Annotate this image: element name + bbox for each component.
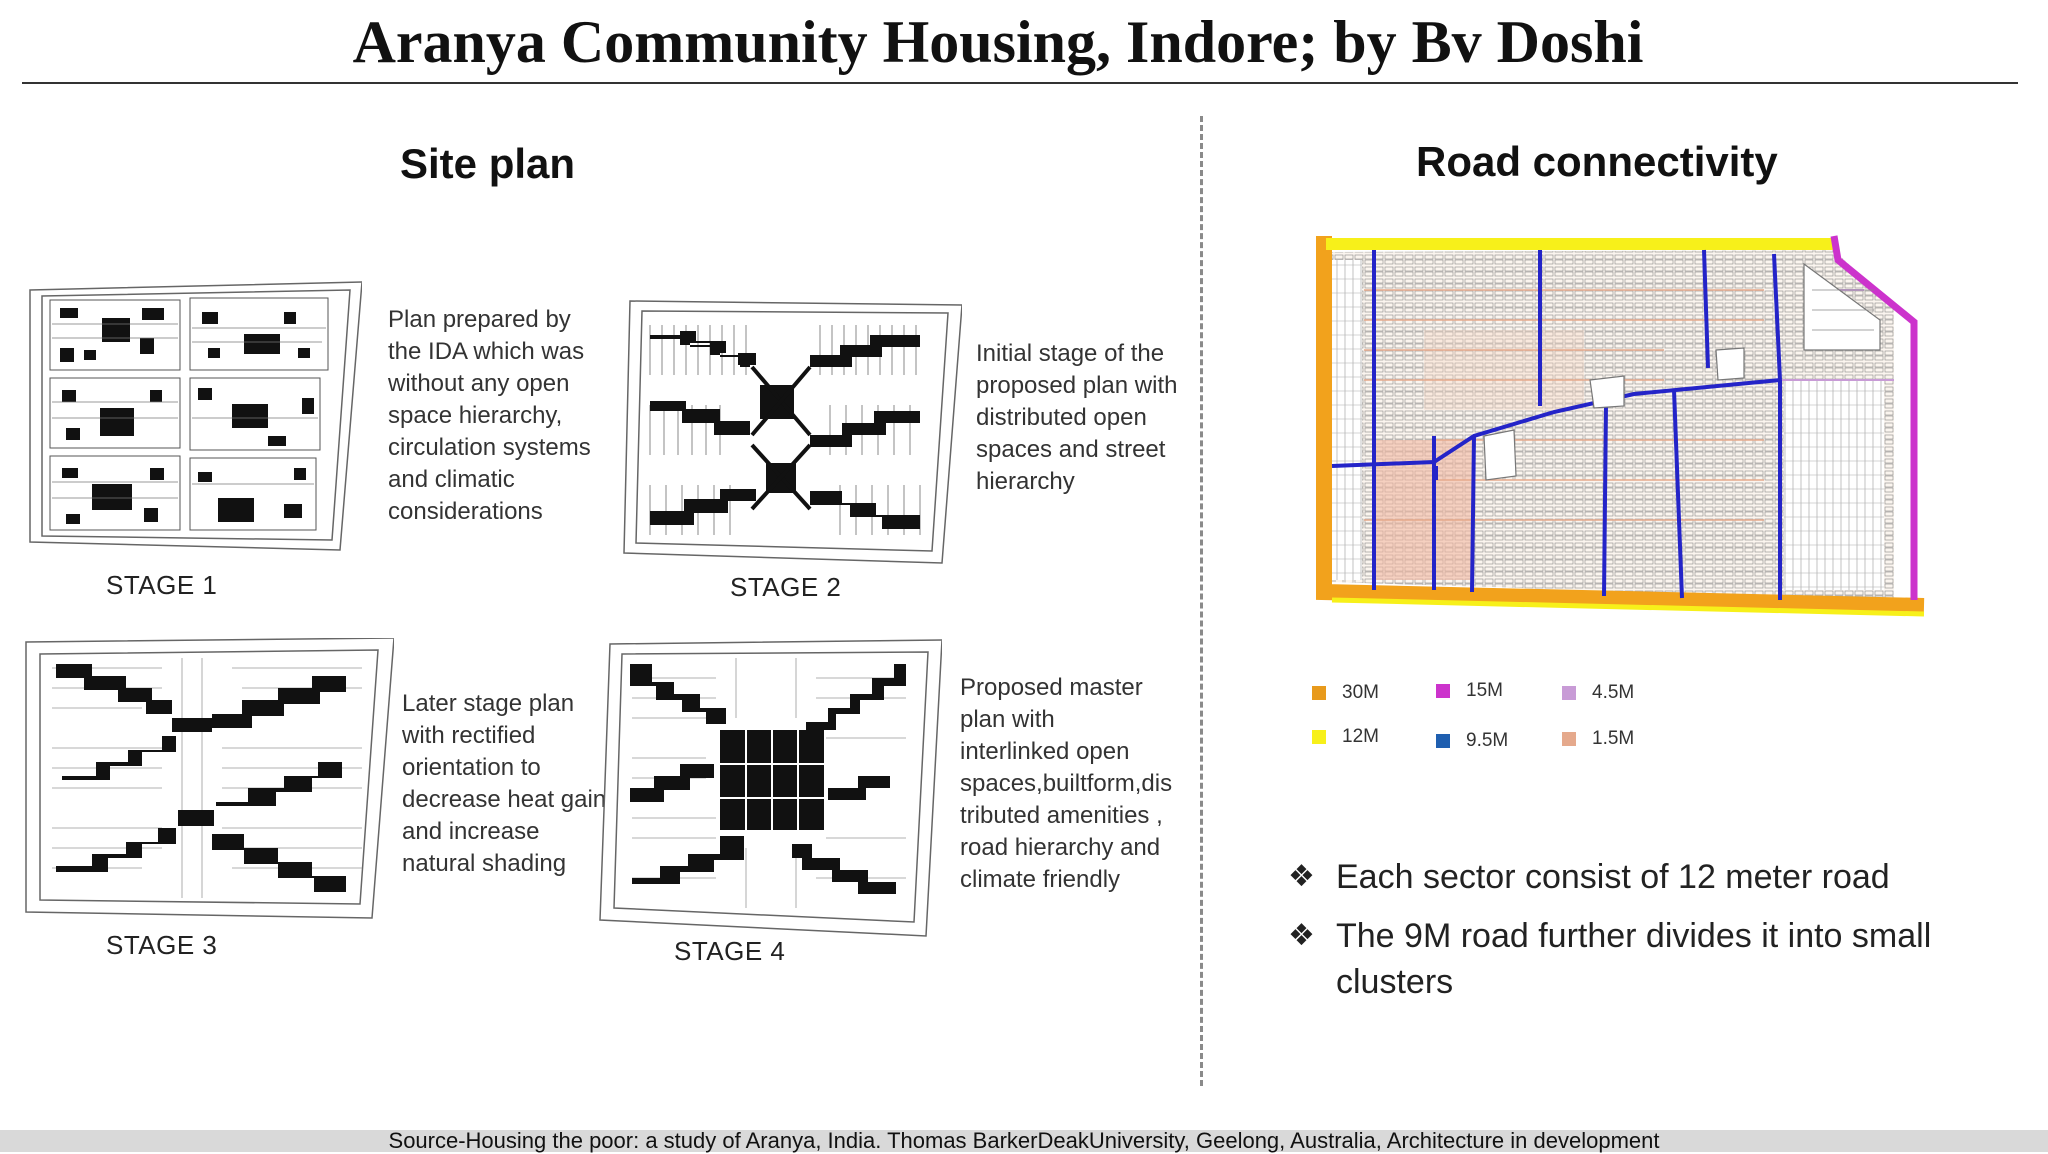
- diamond-bullet-icon: ❖: [1288, 919, 1315, 952]
- title-rule: [22, 82, 2018, 84]
- page-title: Aranya Community Housing, Indore; by Bv Doshi: [352, 9, 1644, 75]
- stage-4-label: STAGE 4: [674, 936, 786, 966]
- legend-label: 12M: [1342, 726, 1379, 747]
- stage-4-plan: [596, 638, 942, 938]
- legend-label: 30M: [1342, 682, 1379, 703]
- stage-1-plan: [22, 278, 362, 553]
- road-connectivity-heading: Road connectivity: [1416, 138, 1778, 185]
- stage-1-description: Plan prepared by the IDA which was without any open space hierarchy, circulation systems and climatic considerations: [388, 306, 591, 525]
- legend-swatch: [1436, 684, 1450, 698]
- bullet-item: [1288, 854, 1976, 900]
- stage-4-description: Proposed master plan with interlinked open spaces,builtform,dis tributed amenities , road hierarchy and climate friendly: [960, 674, 1173, 893]
- diamond-bullet-icon: ❖: [1288, 860, 1315, 893]
- bullet-item: [1288, 913, 1976, 1005]
- legend-swatch: [1312, 730, 1326, 744]
- bullet-text: The 9M road further divides it into small clusters: [1336, 917, 1932, 1001]
- legend-label: 4.5M: [1592, 682, 1635, 703]
- legend-swatch: [1562, 732, 1576, 746]
- source-citation: Source-Housing the poor: a study of Aranya, India. Thomas BarkerDeakUniversity, Geelong, Australia, Architecture in development: [388, 1128, 1660, 1153]
- legend-swatch: [1312, 686, 1326, 700]
- stage-1-label: STAGE 1: [106, 570, 218, 600]
- stage-3-description: Later stage plan with rectified orientation to decrease heat gain and increase natural shading: [402, 690, 607, 877]
- legend-label: 1.5M: [1592, 728, 1635, 749]
- section-divider: [1200, 116, 1203, 1086]
- stage-2-plan: [620, 295, 962, 565]
- stage-2-label: STAGE 2: [730, 572, 842, 602]
- legend-swatch: [1562, 686, 1576, 700]
- legend-9-5m: [1436, 730, 1508, 752]
- legend-swatch: [1436, 734, 1450, 748]
- legend-4-5m: [1562, 682, 1634, 704]
- bullet-text: Each sector consist of 12 meter road: [1336, 858, 1890, 896]
- site-plan-heading: Site plan: [400, 140, 576, 187]
- legend-30m: [1312, 682, 1379, 704]
- legend-12m: [1312, 726, 1379, 748]
- legend-1-5m: [1562, 728, 1634, 750]
- stage-3-label: STAGE 3: [106, 930, 218, 960]
- road-connectivity-map: [1304, 230, 1928, 626]
- legend-label: 15M: [1466, 680, 1503, 701]
- legend-label: 9.5M: [1466, 730, 1509, 751]
- legend-15m: [1436, 680, 1503, 702]
- stage-3-plan: [22, 638, 394, 920]
- stage-2-description: Initial stage of the proposed plan with distributed open spaces and street hierarchy: [976, 340, 1178, 495]
